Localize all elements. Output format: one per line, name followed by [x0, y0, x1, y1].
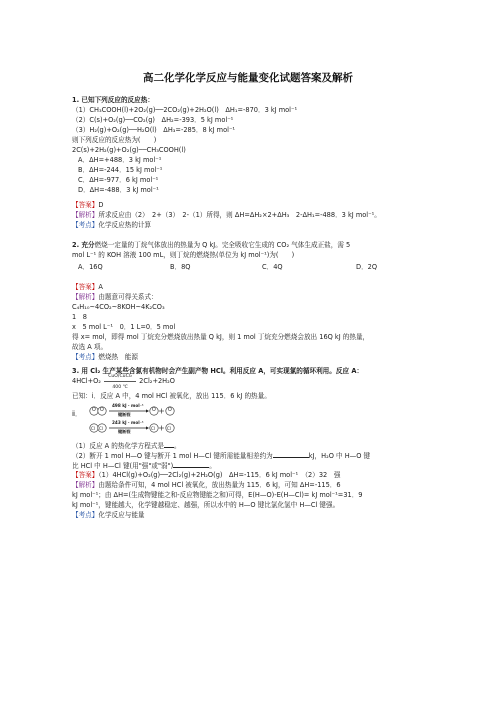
q2-stem-text: 燃烧一定量的丁烷气体放出的热量为 Q kJ。完全吸收它生成的 CO₂ 气体生成正盐，需 5 [94, 241, 351, 249]
q3-reaction-a [72, 374, 175, 391]
point-text: 燃烧热 能源 [98, 353, 138, 361]
cl2-bond-break-figure [88, 420, 208, 434]
q3-explanation-1 [72, 481, 341, 490]
q2-answer [72, 283, 103, 292]
o2-bond-break-figure [88, 403, 208, 417]
sub2b-blank [173, 461, 209, 468]
sub2a-end: kJ，H₂O 中 H—O 键 [308, 452, 371, 460]
q3-known: 已知：ⅰ．反应 A 中，4 mol HCl 被氧化，放出 115．6 kJ 的热量。 [72, 392, 271, 400]
o-atom-2: O [100, 408, 104, 413]
cl-atom-2: Cl [99, 425, 103, 431]
o-atom-3: O [152, 408, 156, 413]
q2-conclusion: 得 x= mol，即得 mol 丁烷充分燃烧放出热量 Q kJ，则 1 mol 丁烷充分燃烧会放出 16Q kJ 的热量， [72, 333, 370, 341]
q2-explanation [72, 293, 158, 302]
q2-ratio: 1 8 [72, 313, 87, 321]
o-atom-4: O [168, 408, 172, 413]
q2-option-d: D．2Q [356, 263, 378, 271]
sub2b-end: 。 [209, 462, 216, 470]
answer-value: （1）4HCl(g)+O₂(g)──2Cl₂(g)+2H₂O(g) ΔH=-115．6 kJ mol⁻¹ （2）32 强 [98, 471, 341, 479]
q1-point [72, 221, 151, 230]
reaction-arrow [103, 374, 137, 390]
q3-explanation-3: kJ mol⁻¹，键能越大，化学键越稳定、越强，所以水中的 H—O 键比氯化氢中 H—Cl 键强。 [72, 501, 340, 509]
q3-explanation-2: kJ mol⁻¹；由 ΔH=(生成物键能之和-反应物键能之和)可得，E(H—O)-E(H—Cl)= kJ mol⁻¹=31．9 [72, 491, 363, 499]
sub1-blank [164, 441, 174, 448]
q1-explanation [72, 211, 381, 220]
q2-option-a: A．16Q [78, 263, 103, 271]
cl2-bond-energy: 243 kJ · mol⁻¹ [112, 420, 144, 425]
q3-sub-2b [72, 461, 216, 471]
q2-relation: C₄H₁₀~4CO₂~8KOH~4K₂CO₃ [72, 303, 165, 311]
q1-stem: 1. 已知下列反应的反应热： [72, 96, 154, 104]
q3-sub-1 [72, 441, 181, 451]
explain-tag: 【解析】 [72, 293, 99, 301]
cl-atom-4: Cl [167, 425, 171, 431]
answer-tag: 【答案】 [72, 201, 99, 209]
q2-stem-line-2: mol L⁻¹ 的 KOH 溶液 100 mL，则丁烷的燃烧热(单位为 kJ mol⁻¹)为( ) [72, 251, 295, 259]
oxygen-bond-diagram [72, 403, 208, 418]
q3-sub-2a [72, 451, 370, 461]
o-atom-1: O [92, 408, 96, 413]
explain-tag: 【解析】 [72, 481, 99, 489]
reaction-right: 2Cl₂+2H₂O [139, 377, 175, 385]
q1-option-a: A．ΔH=+488．3 kJ mol⁻¹ [78, 156, 162, 164]
sub2b-text: 比 HCl 中 H—Cl 键(用"强"或"弱") [72, 462, 174, 470]
cl-atom-1: Cl [91, 425, 95, 431]
known-ii-label: ⅱ． [72, 410, 82, 418]
answer-value: D [98, 201, 104, 209]
temperature-label: 400 ℃ [112, 385, 128, 390]
answer-tag: 【答案】 [72, 471, 99, 479]
q2-stem-line-1 [72, 241, 350, 250]
q1-reaction-3: （3）H₂(g)+O₂(g)──H₂O(l) ΔH₃=-285．8 kJ mol⁻¹ [72, 126, 236, 134]
q1-target-equation: 2C(s)+2H₂(g)+O₂(g)──CH₃COOH(l) [72, 146, 186, 154]
explain-text: 由题给条件可知，4 mol HCl 被氧化，放出热量为 115．6 kJ，可知 ΔH=-115．6 [98, 481, 341, 489]
cl-atom-3: Cl [151, 425, 155, 431]
page-title: 高二化学化学反应与能量变化试题答案及解析 [143, 72, 353, 84]
explain-tag: 【解析】 [72, 211, 99, 219]
explain-text: 所求反应由（2） 2+（3） 2-（1）所得，则 ΔH=ΔH₂×2+ΔH₃ 2-ΔH₁=-488．3 kJ mol⁻¹。 [98, 211, 381, 219]
q1-option-c: C．ΔH=-977．6 kJ mol⁻¹ [78, 176, 159, 184]
point-tag: 【考点】 [72, 353, 99, 361]
cl2-bond-break-label: 键断裂 [118, 429, 131, 434]
point-text: 化学反应热的计算 [98, 221, 152, 229]
sub2a-text: （2）断开 1 mol H—O 键与断开 1 mol H—Cl 键所需能量相差约为 [72, 452, 273, 460]
q1-question: 则下列反应的反应热为( ) [72, 136, 157, 144]
sub1-end: 。 [174, 442, 181, 450]
point-text: 化学反应与能量 [98, 511, 145, 519]
q2-amounts: x 5 mol L⁻¹ 0．1 L=0．5 mol [72, 323, 176, 331]
q2-option-b: B．8Q [170, 263, 191, 271]
q2-number: 2. 充分 [72, 241, 95, 249]
q1-option-d: D．ΔH=-488．3 kJ mol⁻¹ [78, 186, 159, 194]
answer-value: A [98, 283, 103, 291]
q3-answer [72, 471, 340, 480]
point-tag: 【考点】 [72, 221, 99, 229]
catalyst-label: CuO/CuCl₂ [108, 374, 132, 379]
q1-reaction-2: （2）C(s)+O₂(g)──CO₂(g) ΔH₂=-393．5 kJ mol⁻¹ [72, 116, 234, 124]
q1-answer [72, 201, 103, 210]
q3-point [72, 511, 145, 520]
chlorine-bond-diagram [88, 420, 208, 434]
q2-choice: 故选 A 项。 [72, 343, 108, 351]
o2-bond-energy: 498 kJ · mol⁻¹ [112, 403, 144, 408]
reaction-left: 4HCl+O₂ [72, 377, 101, 385]
q1-reaction-1: （1）CH₃COOH(l)+2O₂(g)──2CO₂(g)+2H₂O(l) ΔH₁=-870．3 kJ mol⁻¹ [72, 106, 298, 114]
answer-tag: 【答案】 [72, 283, 99, 291]
o2-bond-break-label: 键断裂 [118, 412, 131, 417]
q2-option-c: C．4Q [262, 263, 283, 271]
q2-point [72, 353, 138, 362]
q1-option-b: B．ΔH=-244．15 kJ mol⁻¹ [78, 166, 163, 174]
sub1-text: （1）反应 A 的热化学方程式是 [72, 442, 165, 450]
explain-text: 由题意可得关系式： [98, 293, 158, 301]
sub2a-blank [273, 451, 309, 458]
point-tag: 【考点】 [72, 511, 99, 519]
q3-stem: 3. 用 Cl₂ 生产某些含氯有机物时会产生副产物 HCl。利用反应 A，可实现氯的循环利用。反应 A： [72, 367, 364, 375]
